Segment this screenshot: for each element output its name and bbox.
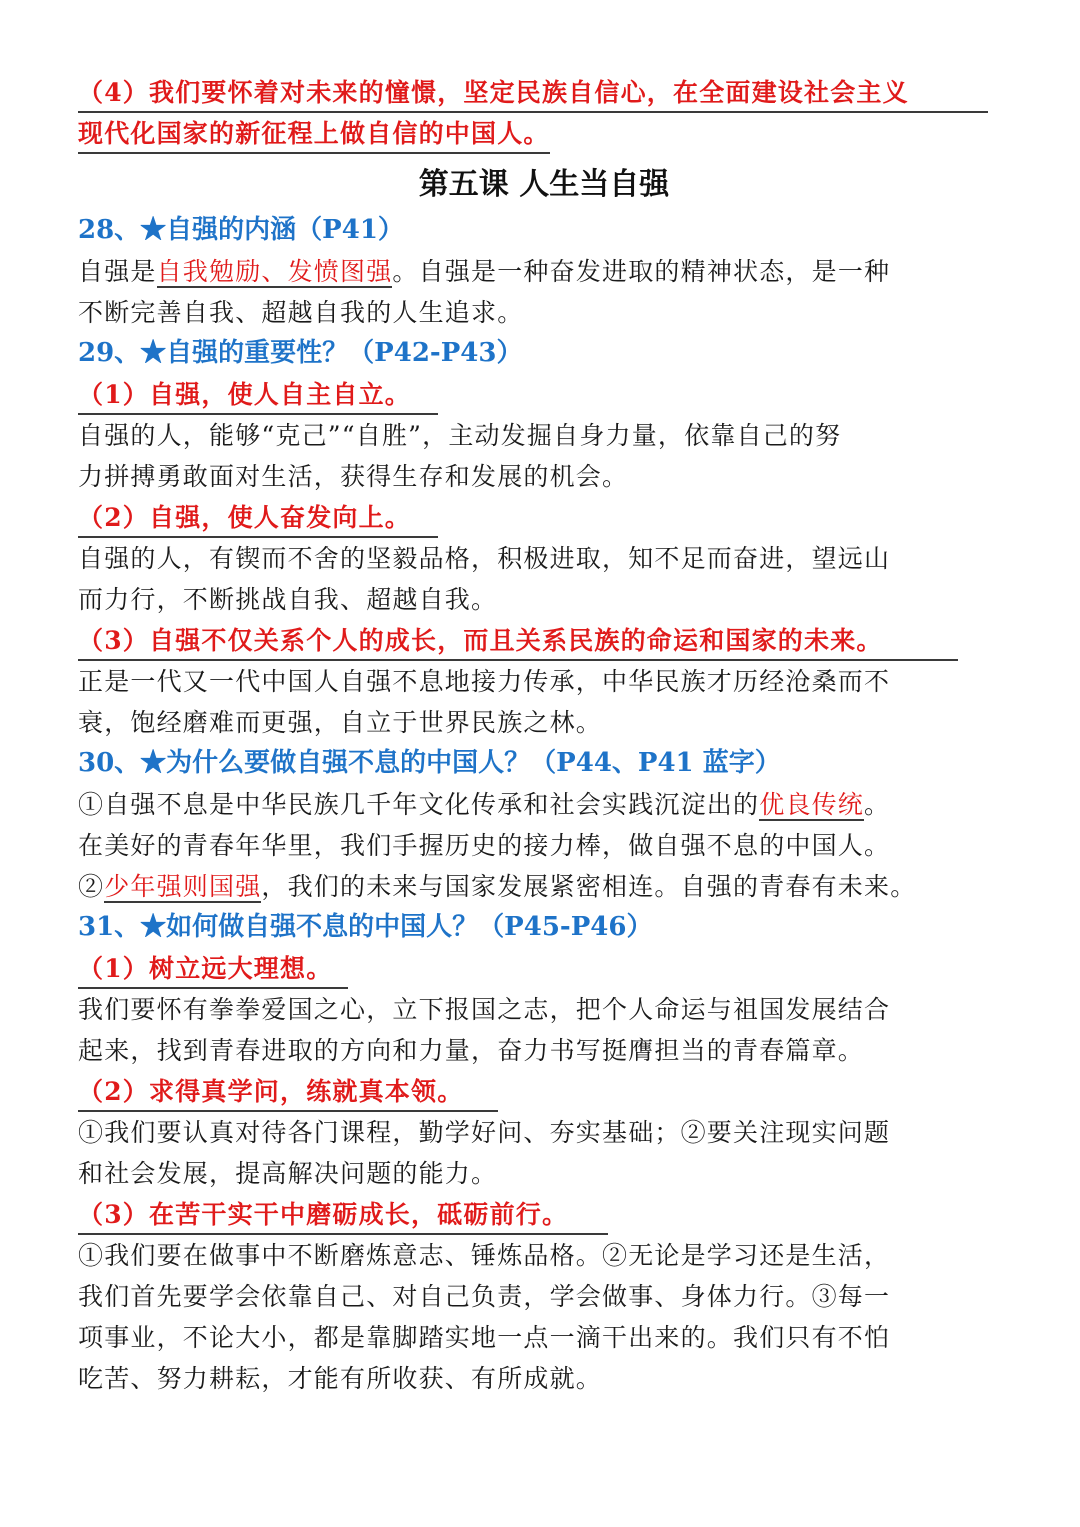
- q31-s3-line-1: ①我们要在做事中不断磨炼意志、锤炼品格。②无论是学习还是生活，: [78, 1241, 891, 1270]
- q29-s2-line-1: 自强的人，有锲而不舍的坚毅品格，积极进取，知不足而奋进，望远山: [78, 544, 891, 573]
- q30-line-3: ②少年强则国强，我们的未来与国家发展紧密相连。自强的青春有未来。: [78, 872, 917, 901]
- q30-section: [78, 743, 1010, 907]
- q29-s1-line-1: 自强的人，能够“克己”“自胜”，主动发掘自身力量，依靠自己的努: [78, 421, 842, 450]
- q28-line-1: 自强是自我勉励、发愤图强。自强是一种奋发进取的精神状态，是一种: [78, 257, 891, 286]
- q29-s3-line-1: 正是一代又一代中国人自强不息地接力传承，中华民族才历经沧桑而不: [78, 667, 891, 696]
- q29-heading: 29、★自强的重要性？（P42-P43）: [78, 338, 523, 368]
- q31-s3-line-4: 吃苦、努力耕耘，才能有所收获、有所成就。: [78, 1364, 603, 1393]
- q31-s2-line-2: 和社会发展，提高解决问题的能力。: [78, 1159, 498, 1188]
- q29-subtitle-3: （3）自强不仅关系个人的成长，而且关系民族的命运和国家的未来。: [78, 624, 958, 661]
- q29-subtitle-2: （2）自强，使人奋发向上。: [78, 501, 438, 538]
- q28-line-2: 不断完善自我、超越自我的人生追求。: [78, 298, 524, 327]
- q29-section: [78, 333, 1010, 743]
- q29-s1-line-2: 力拼搏勇敢面对生活，获得生存和发展的机会。: [78, 462, 629, 491]
- q30-highlight-2: 少年强则国强: [104, 872, 262, 901]
- q31-subtitle-2: （2）求得真学问，练就真本领。: [78, 1075, 498, 1112]
- q29-s2-line-2: 而力行，不断挑战自我、超越自我。: [78, 585, 498, 614]
- q28-heading: 28、★自强的内涵（P41）: [78, 215, 404, 245]
- intro-section: [78, 76, 1010, 154]
- q30-highlight-1: 优良传统: [759, 790, 865, 819]
- q31-s3-line-2: 我们首先要学会依靠自己、对自己负责，学会做事、身体力行。③每一: [78, 1282, 891, 1311]
- q31-section: [78, 907, 1010, 1399]
- q30-heading: 30、★为什么要做自强不息的中国人？（P44、P41 蓝字）: [78, 748, 781, 778]
- intro-line-2: 现代化国家的新征程上做自信的中国人。: [78, 117, 550, 154]
- q28-highlight: 自我勉励、发愤图强: [156, 257, 393, 286]
- q29-subtitle-1: （1）自强，使人自主自立。: [78, 378, 438, 415]
- q31-s1-line-1: 我们要怀有拳拳爱国之心，立下报国之志，把个人命运与祖国发展结合: [78, 995, 891, 1024]
- q31-s2-line-1: ①我们要认真对待各门课程，勤学好问、夯实基础；②要关注现实问题: [78, 1118, 891, 1147]
- intro-line-1: （4）我们要怀着对未来的憧憬，坚定民族自信心，在全面建设社会主义: [78, 76, 988, 113]
- q31-heading: 31、★如何做自强不息的中国人？（P45-P46）: [78, 912, 653, 942]
- q28-section: [78, 210, 1010, 333]
- q30-line-2: 在美好的青春年华里，我们手握历史的接力棒，做自强不息的中国人。: [78, 831, 891, 860]
- q31-s1-line-2: 起来，找到青春进取的方向和力量，奋力书写挺膺担当的青春篇章。: [78, 1036, 865, 1065]
- lesson-title: 第五课 人生当自强: [418, 167, 670, 202]
- q31-subtitle-3: （3）在苦干实干中磨砺成长，砥砺前行。: [78, 1198, 608, 1235]
- q31-subtitle-1: （1）树立远大理想。: [78, 952, 348, 989]
- q30-line-1: ①自强不息是中华民族几千年文化传承和社会实践沉淀出的优良传统。: [78, 790, 891, 819]
- q29-s3-line-2: 衰，饱经磨难而更强，自立于世界民族之林。: [78, 708, 603, 737]
- q31-s3-line-3: 项事业，不论大小，都是靠脚踏实地一点一滴干出来的。我们只有不怕: [78, 1323, 891, 1352]
